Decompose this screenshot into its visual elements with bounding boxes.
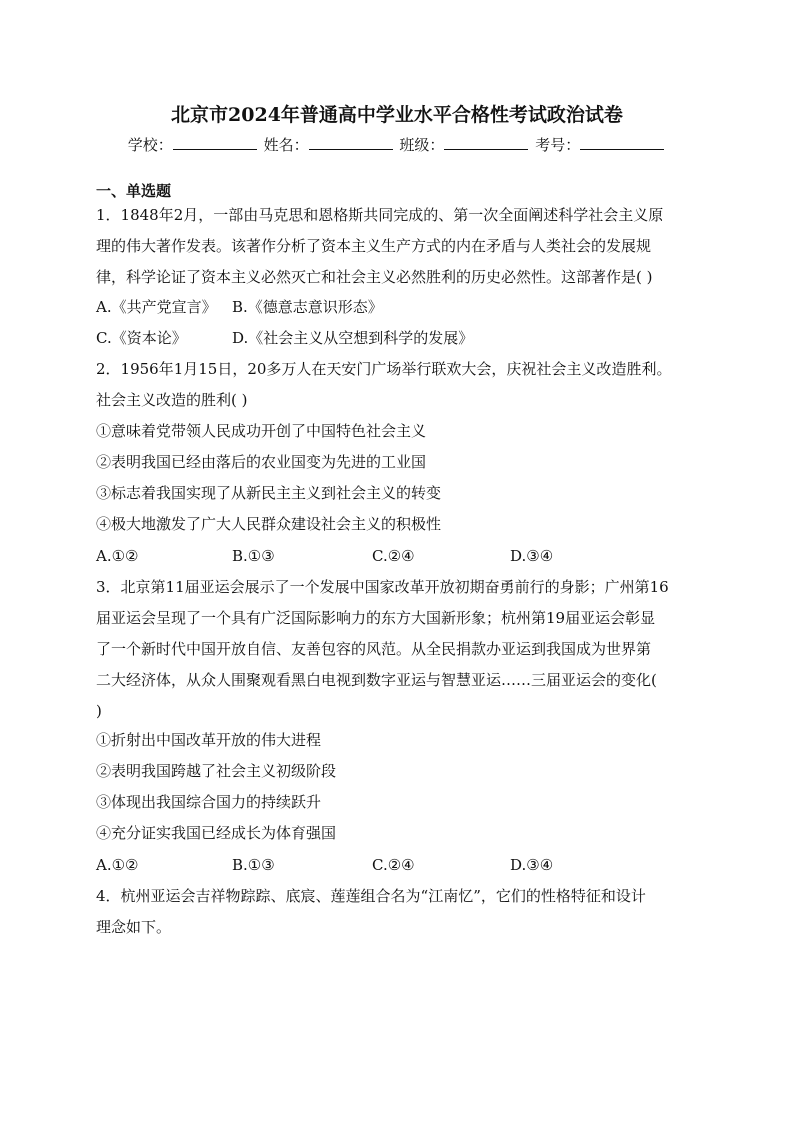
q1-line: 理的伟大著作发表。该著作分析了资本主义生产方式的内在矛盾与人类社会的发展规 [96,237,652,255]
q3-statement: ①折射出中国改革开放的伟大进程 [96,731,322,749]
q2-option-d[interactable]: D.③④ [510,547,554,565]
q2-line: 社会主义改造的胜利( ) [96,391,248,409]
q2-option-b[interactable]: B.①③ [232,547,275,565]
q2-statement: ②表明我国已经由落后的农业国变为先进的工业国 [96,453,427,471]
q3-statement: ③体现出我国综合国力的持续跃升 [96,793,322,811]
section-heading: 一、单选题 [96,182,172,200]
exam-title: 北京市2024年普通高中学业水平合格性考试政治试卷 [171,104,623,126]
q4-line: 4．杭州亚运会吉祥物踪踪、底宸、莲莲组合名为“江南忆”，它们的性格特征和设计 [96,887,646,905]
school-label: 学校： [127,136,173,154]
name-label: 姓名： [263,136,309,154]
q2-line: 2．1956年1月15日，20多万人在天安门广场举行联欢大会，庆祝社会主义改造胜利。 [96,360,672,378]
q2-statement: ④极大地激发了广大人民群众建设社会主义的积极性 [96,515,442,533]
q1-line: 律，科学论证了资本主义必然灭亡和社会主义必然胜利的历史必然性。这部著作是( ) [96,268,653,286]
q3-statement: ④充分证实我国已经成长为体育强国 [96,824,337,842]
q3-line: 届亚运会呈现了一个具有广泛国际影响力的东方大国新形象；杭州第19届亚运会彰显 [96,609,656,627]
q1-option-a[interactable]: A.《共产党宣言》 [96,298,217,316]
q4-line: 理念如下。 [96,918,172,936]
q1-option-d[interactable]: D.《社会主义从空想到科学的发展》 [232,329,474,347]
q3-line: 二大经济体，从众人围聚观看黑白电视到数字亚运与智慧亚运……三届亚运会的变化( [96,671,657,689]
q2-statement: ③标志着我国实现了从新民主主义到社会主义的转变 [96,484,442,502]
exam-number-label: 考号： [535,136,581,154]
q1-option-c[interactable]: C.《资本论》 [96,329,187,347]
q2-option-a[interactable]: A.①② [96,547,139,565]
q3-line: ) [96,702,102,720]
exam-number-blank[interactable] [580,135,664,150]
school-blank[interactable] [173,135,257,150]
q2-statement: ①意味着党带领人民成功开创了中国特色社会主义 [96,422,427,440]
class-blank[interactable] [444,135,528,150]
q1-option-b[interactable]: B.《德意志意识形态》 [232,298,383,316]
student-info-row [0,134,794,156]
q3-option-b[interactable]: B.①③ [232,856,275,874]
q1-line: 1．1848年2月，一部由马克思和恩格斯共同完成的、第一次全面阐述科学社会主义原 [96,206,664,224]
q3-line: 3．北京第11届亚运会展示了一个发展中国家改革开放初期奋勇前行的身影；广州第16 [96,578,669,596]
q3-option-d[interactable]: D.③④ [510,856,554,874]
q3-option-a[interactable]: A.①② [96,856,139,874]
q3-line: 了一个新时代中国开放自信、友善包容的风范。从全民捐款办亚运到我国成为世界第 [96,640,652,658]
q2-option-c[interactable]: C.②④ [372,547,415,565]
name-blank[interactable] [309,135,393,150]
q3-option-c[interactable]: C.②④ [372,856,415,874]
class-label: 班级： [399,136,445,154]
q3-statement: ②表明我国跨越了社会主义初级阶段 [96,762,337,780]
